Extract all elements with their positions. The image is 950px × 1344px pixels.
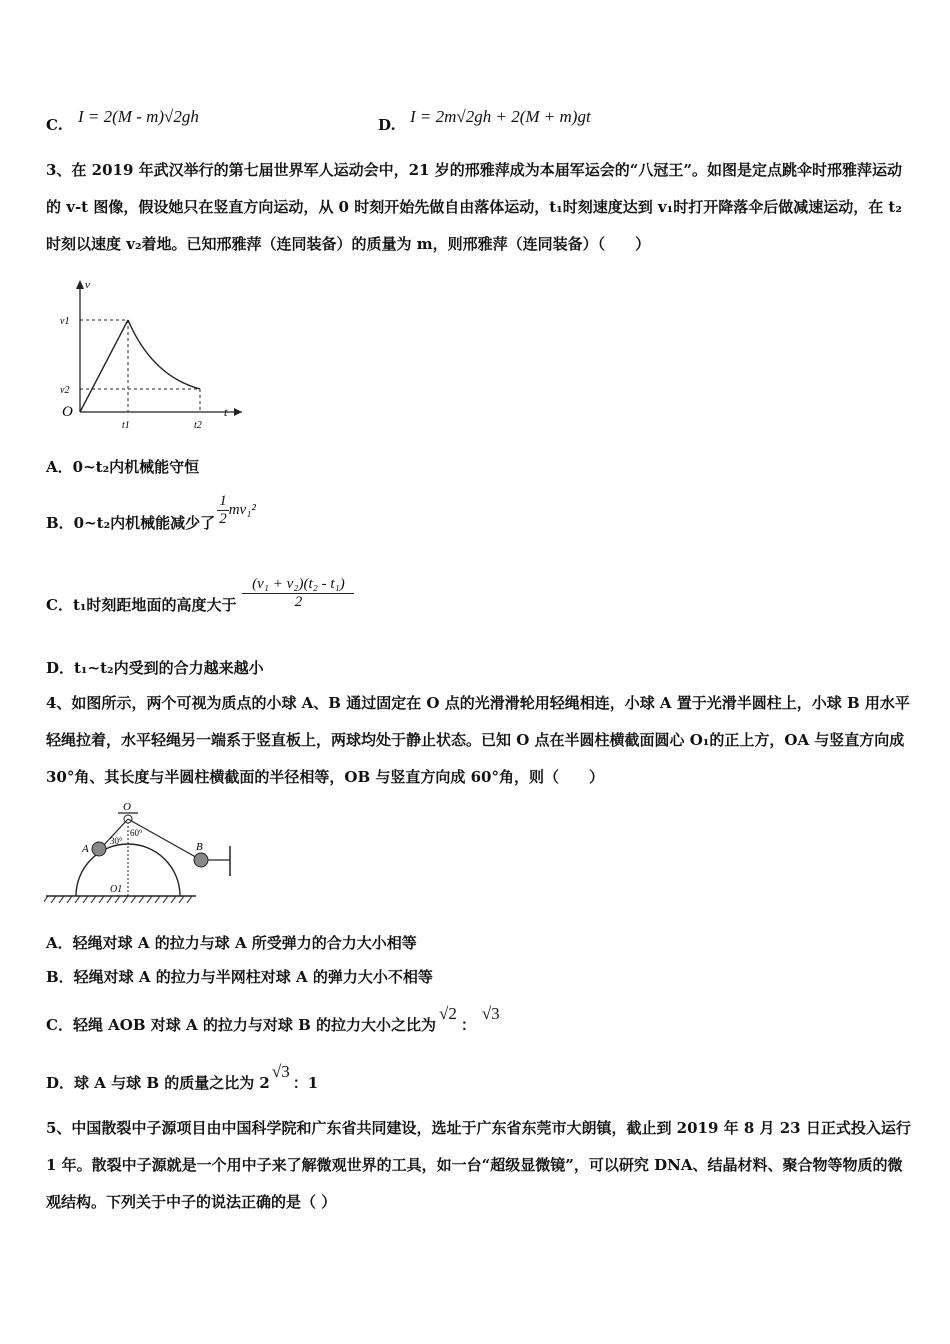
q3-stem: 3、在 2019 年武汉举行的第七届世界军人运动会中，21 岁的邢雅萍成为本届军运会的“八冠王”。如图是定点跳伞时邢雅萍运动的 v-t 图像，假设她只在竖直方向运动，从 0 时刻开始先做自由落体运动，t₁时刻速度达到 v₁时打开降落伞后做减速运动，在 t₂时刻以速度 v₂着地。已知邢雅萍（连同装备）的质量为 m，则邢雅萍（连同装备）（ ）	[46, 161, 902, 253]
q2-option-c-formula: I = 2(M - m)√2gh	[78, 107, 199, 126]
q3-option-c-num: (v₁ + v₂)(t₂ - t₁)	[242, 576, 354, 594]
q3-option-c-den: 2	[294, 594, 303, 610]
q4-option-c	[46, 1004, 500, 1035]
ball-b	[194, 853, 208, 867]
q4-option-d-root: √3	[271, 1062, 290, 1081]
q4-option-d	[46, 1062, 318, 1093]
q4-option-a: A．轻绳对球 A 的拉力与球 A 所受弹力的合力大小相等	[46, 934, 417, 952]
q4-option-c-text: C．轻绳 AOB 对球 A 的拉力与对球 B 的拉力大小之比为	[46, 1016, 436, 1034]
q4-option-d-tail: ：1	[292, 1074, 319, 1092]
ball-a	[92, 842, 106, 856]
q2-option-d-label: D.	[378, 116, 396, 134]
t2-label: t2	[194, 420, 202, 431]
q3-option-b	[46, 488, 256, 533]
q3-option-b-expr: mv₁²	[228, 502, 256, 518]
q3-option-b-den: 2	[219, 511, 227, 527]
v2-label: v2	[60, 385, 70, 396]
o1-label: O1	[110, 884, 123, 895]
rope-ob	[128, 819, 201, 860]
q3-option-b-text: B．0~t₂内机械能减少了	[46, 514, 216, 532]
q3-option-d: D．t₁~t₂内受到的合力越来越小	[46, 659, 264, 677]
q4-option-d-text: D．球 A 与球 B 的质量之比为 2	[46, 1074, 270, 1092]
q3-option-b-fraction	[217, 493, 229, 528]
b-label: B	[196, 841, 203, 853]
ground-hatch	[44, 896, 192, 903]
t-axis-label: t	[224, 405, 228, 419]
q3-option-c	[46, 572, 354, 615]
pulley-figure	[44, 800, 244, 912]
o-label: O	[123, 801, 131, 813]
t-axis-arrow	[234, 408, 242, 416]
q3-option-a: A．0~t₂内机械能守恒	[46, 458, 200, 476]
v1-label: v1	[60, 316, 70, 327]
vt-graph	[52, 276, 252, 432]
decel-curve	[128, 320, 200, 389]
q4-option-c-root2: √3	[481, 1004, 500, 1023]
q5-stem: 5、中国散裂中子源项目由中国科学院和广东省共同建设，选址于广东省东莞市大朗镇，截止到 2019 年 8 月 23 日正式投入运行 1 年。散裂中子源就是一个用中子来了解微观世界的工具，如一台“超级显微镜”，可以研究 DNA、结晶材料、聚合物等物质的微观结构。下列关于中子的说法正确的是（ ）	[46, 1119, 911, 1211]
q2-option-c-label: C.	[46, 116, 63, 134]
angle-30-label: 30°	[110, 836, 123, 846]
v-axis-label: v	[85, 279, 90, 291]
v-axis-arrow	[76, 280, 84, 289]
q4-stem: 4、如图所示，两个可视为质点的小球 A、B 通过固定在 O 点的光滑滑轮用轻绳相连，小球 A 置于光滑半圆柱上，小球 B 用水平轻绳拉着，水平轻绳另一端系于竖直板上，两球均处于静止状态。已知 O 点在半圆柱横截面圆心 O₁的正上方，OA 与竖直方向成 30°角、其长度与半圆柱横截面的半径相等，OB 与竖直方向成 60°角，则（ ）	[46, 694, 910, 786]
q4-option-c-root1: √2	[438, 1004, 457, 1023]
accel-line	[80, 320, 128, 412]
q3-option-c-text: C．t₁时刻距地面的高度大于	[46, 596, 237, 614]
q4-option-b: B．轻绳对球 A 的拉力与半网柱对球 A 的弹力大小不相等	[46, 968, 433, 986]
q3-option-b-num: 1	[219, 493, 227, 509]
angle-60-label: 60°	[130, 828, 143, 838]
q2-option-d-formula: I = 2m√2gh + 2(M + m)gt	[410, 107, 591, 126]
q4-option-c-sep: ：	[460, 1016, 476, 1034]
q3-option-c-fraction	[242, 576, 354, 611]
t1-label: t1	[122, 420, 130, 431]
a-label: A	[82, 843, 89, 855]
origin-label: O	[62, 404, 73, 420]
